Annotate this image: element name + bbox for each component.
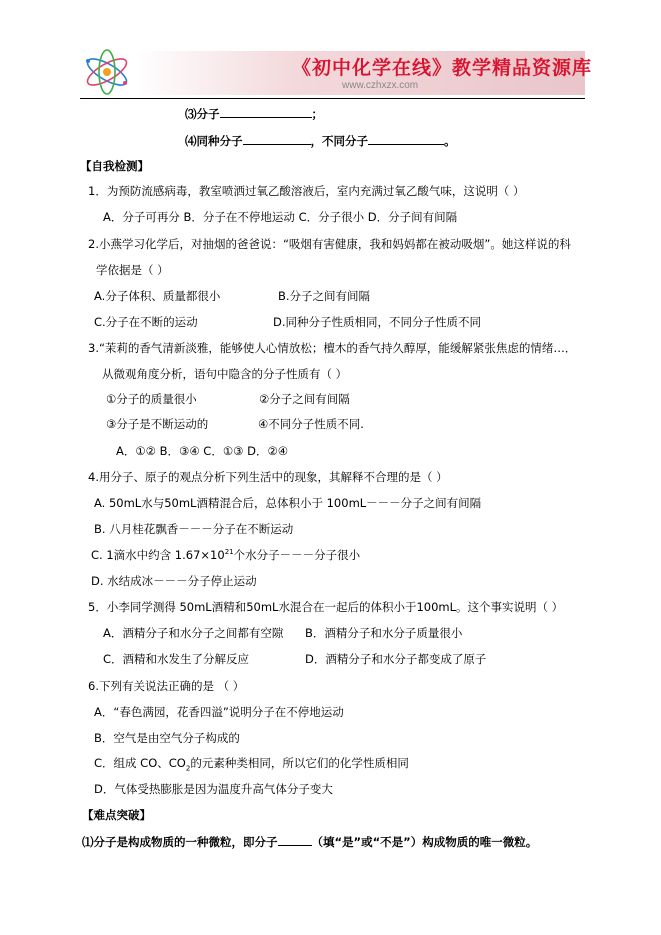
- question-4-option-c-sup: 21: [224, 548, 234, 557]
- question-5-option-d: D．酒精分子和水分子都变成了原子: [305, 652, 487, 666]
- section-heading-difficulty: 【难点突破】: [82, 808, 151, 822]
- line-4-text-a: ⑷同种分子: [185, 134, 243, 148]
- line-4: [185, 132, 456, 149]
- blank-nd1: [278, 833, 312, 846]
- difficulty-item-1-text-b: （填“是”或“不是”）构成物质的唯一微粒。: [311, 835, 538, 849]
- question-3-item-1: ①分子的质量很小: [106, 392, 197, 406]
- question-2: 2.小燕学习化学后，对抽烟的爸爸说：“吸烟有害健康，我和妈妈都在被动吸烟”。她这样说的科: [88, 237, 571, 251]
- question-4-option-c-text-2: 个水分子－－－分子很小: [233, 548, 361, 562]
- question-2-option-c: C.分子在不断的运动: [94, 315, 198, 329]
- difficulty-item-1-text-a: ⑴分子是构成物质的一种微粒，即分子: [82, 835, 278, 849]
- line-4-text-c: 。: [444, 134, 456, 148]
- question-3-item-3: ③分子是不断运动的: [106, 417, 209, 431]
- section-heading-self-check: 【自我检测】: [80, 159, 149, 173]
- question-6-option-b: B．空气是由空气分子构成的: [94, 731, 240, 745]
- banner-url: www.czhxzx.com: [342, 80, 419, 91]
- question-4-option-b: B. 八月桂花飘香－－－分子在不断运动: [94, 522, 294, 536]
- line-3: [185, 105, 323, 122]
- atom-logo-icon: [80, 45, 134, 99]
- question-6: 6.下列有关说法正确的是 （ ）: [88, 679, 245, 693]
- blank-4a: [243, 132, 311, 145]
- line-3-end: ；: [311, 107, 323, 121]
- blank-3: [220, 105, 312, 118]
- question-5-option-b: B．酒精分子和水分子质量很小: [305, 626, 463, 640]
- question-6-option-a: A．“春色满园，花香四溢”说明分子在不停地运动: [94, 705, 344, 719]
- banner-title: 《初中化学在线》教学精品资源库: [292, 57, 593, 79]
- question-3-item-4: ④不同分子性质不同.: [258, 417, 364, 431]
- blank-4b: [368, 132, 444, 145]
- question-6-option-c-text: C．组成 CO、CO: [94, 756, 186, 770]
- question-1-options: A．分子可再分 B．分子在不停地运动 C．分子很小 D．分子间有间隔: [103, 210, 458, 224]
- question-6-option-d: D．气体受热膨胀是因为温度升高气体分子变大: [94, 782, 333, 796]
- question-6-option-c-sub: 2: [185, 764, 191, 773]
- question-5-option-c: C．酒精和水发生了分解反应: [103, 652, 250, 666]
- question-4-option-c: [91, 547, 360, 563]
- line-3-text: ⑶分子: [185, 107, 220, 121]
- question-2-option-d: D.同种分子性质相同，不同分子性质不同: [273, 315, 482, 329]
- question-6-option-c: [94, 755, 409, 771]
- question-3-cont: 从微观角度分析，语句中隐含的分子性质有（ ）: [102, 367, 348, 381]
- header-banner: [80, 45, 593, 99]
- question-2-option-b: B.分子之间有间隔: [278, 289, 371, 303]
- question-5-option-a: A．酒精分子和水分子之间都有空隙: [103, 626, 284, 640]
- header-rule: [80, 98, 585, 99]
- question-4-option-c-text: C. 1滴水中约含 1.67×10: [91, 548, 225, 562]
- question-1: 1．为预防流感病毒，教室喷洒过氧乙酸溶液后，室内充满过氧乙酸气味，这说明（ ）: [88, 184, 525, 198]
- question-4-option-d: D. 水结成冰－－－分子停止运动: [91, 574, 257, 588]
- question-3: 3.“茉莉的香气清新淡雅，能够使人心情放松；檀木的香气持久醇厚，能缓解紧张焦虑的情绪…．: [88, 341, 577, 355]
- question-4-option-a: A. 50mL水与50mL酒精混合后，总体积小于 100mL－－－分子之间有间隔: [94, 496, 482, 510]
- question-3-options: A．①② B．③④ C．①③ D．②④: [116, 444, 289, 458]
- question-3-item-2: ②分子之间有间隔: [259, 392, 350, 406]
- question-6-option-c-text-2: 的元素种类相同，所以它们的化学性质相同: [190, 756, 409, 770]
- question-4: 4.用分子、原子的观点分析下列生活中的现象，其解释不合理的是（ ）: [88, 470, 448, 484]
- difficulty-item-1: [82, 833, 537, 850]
- question-2-cont: 学依据是（ ）: [96, 263, 169, 277]
- line-4-text-b: ，不同分子: [310, 134, 368, 148]
- question-5: 5．小李同学测得 50mL酒精和50mL水混合在一起后的体积小于100mL。这个事实说明（ ）: [88, 600, 564, 614]
- question-2-option-a: A.分子体积、质量都很小: [94, 289, 221, 303]
